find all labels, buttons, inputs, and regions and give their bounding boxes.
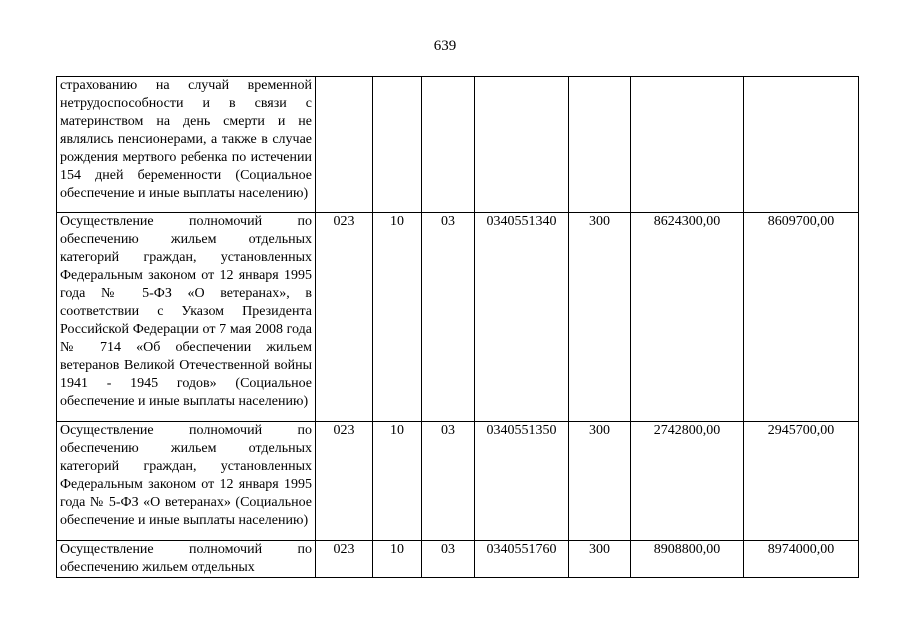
expense-type-code: 300 xyxy=(569,422,631,541)
subsection-code xyxy=(422,77,475,213)
amount-year1: 8624300,00 xyxy=(631,213,744,422)
table-row xyxy=(57,213,859,422)
amount-year1 xyxy=(631,77,744,213)
amount-year2: 8609700,00 xyxy=(744,213,859,422)
row-description: Осуществление полномочий по обеспечению жильем отдельных xyxy=(57,541,316,578)
subsection-code: 03 xyxy=(422,213,475,422)
page-number: 639 xyxy=(433,38,457,54)
ministry-code xyxy=(316,77,373,213)
amount-year1: 8908800,00 xyxy=(631,541,744,578)
subsection-code: 03 xyxy=(422,422,475,541)
amount-year1: 2742800,00 xyxy=(631,422,744,541)
ministry-code: 023 xyxy=(316,541,373,578)
amount-year2 xyxy=(744,77,859,213)
amount-year2: 2945700,00 xyxy=(744,422,859,541)
budget-table xyxy=(56,76,859,578)
section-code: 10 xyxy=(373,422,422,541)
row-description: Осуществление полномочий по обеспечению жильем отдельных категорий граждан, установленных Федеральным законом от 12 января 1995 года № 5-ФЗ «О ветеранах» (Социальное обеспечение и иные выплаты населению) xyxy=(57,422,316,541)
table-row xyxy=(57,77,859,213)
target-article-code xyxy=(475,77,569,213)
row-description: страхованию на случай временной нетрудоспособности и в связи с материнством на день смерти и не являлись пенсионерами, а также в случае рождения мертвого ребенка по истечении 154 дней беременности (Социальное обеспечение и иные выплаты населению) xyxy=(57,77,316,213)
expense-type-code xyxy=(569,77,631,213)
table-row xyxy=(57,541,859,578)
target-article-code: 0340551760 xyxy=(475,541,569,578)
ministry-code: 023 xyxy=(316,213,373,422)
expense-type-code: 300 xyxy=(569,541,631,578)
target-article-code: 0340551340 xyxy=(475,213,569,422)
row-description: Осуществление полномочий по обеспечению жильем отдельных категорий граждан, установленных Федеральным законом от 12 января 1995 года № 5-ФЗ «О ветеранах», в соответствии с Указом Президента Российской Федерации от 7 мая 2008 года № 714 «Об обеспечении жильем ветеранов Великой Отечественной войны 1941 - 1945 годов» (Социальное обеспечение и иные выплаты населению) xyxy=(57,213,316,422)
table-row xyxy=(57,422,859,541)
expense-type-code: 300 xyxy=(569,213,631,422)
target-article-code: 0340551350 xyxy=(475,422,569,541)
ministry-code: 023 xyxy=(316,422,373,541)
section-code: 10 xyxy=(373,541,422,578)
subsection-code: 03 xyxy=(422,541,475,578)
section-code: 10 xyxy=(373,213,422,422)
section-code xyxy=(373,77,422,213)
amount-year2: 8974000,00 xyxy=(744,541,859,578)
